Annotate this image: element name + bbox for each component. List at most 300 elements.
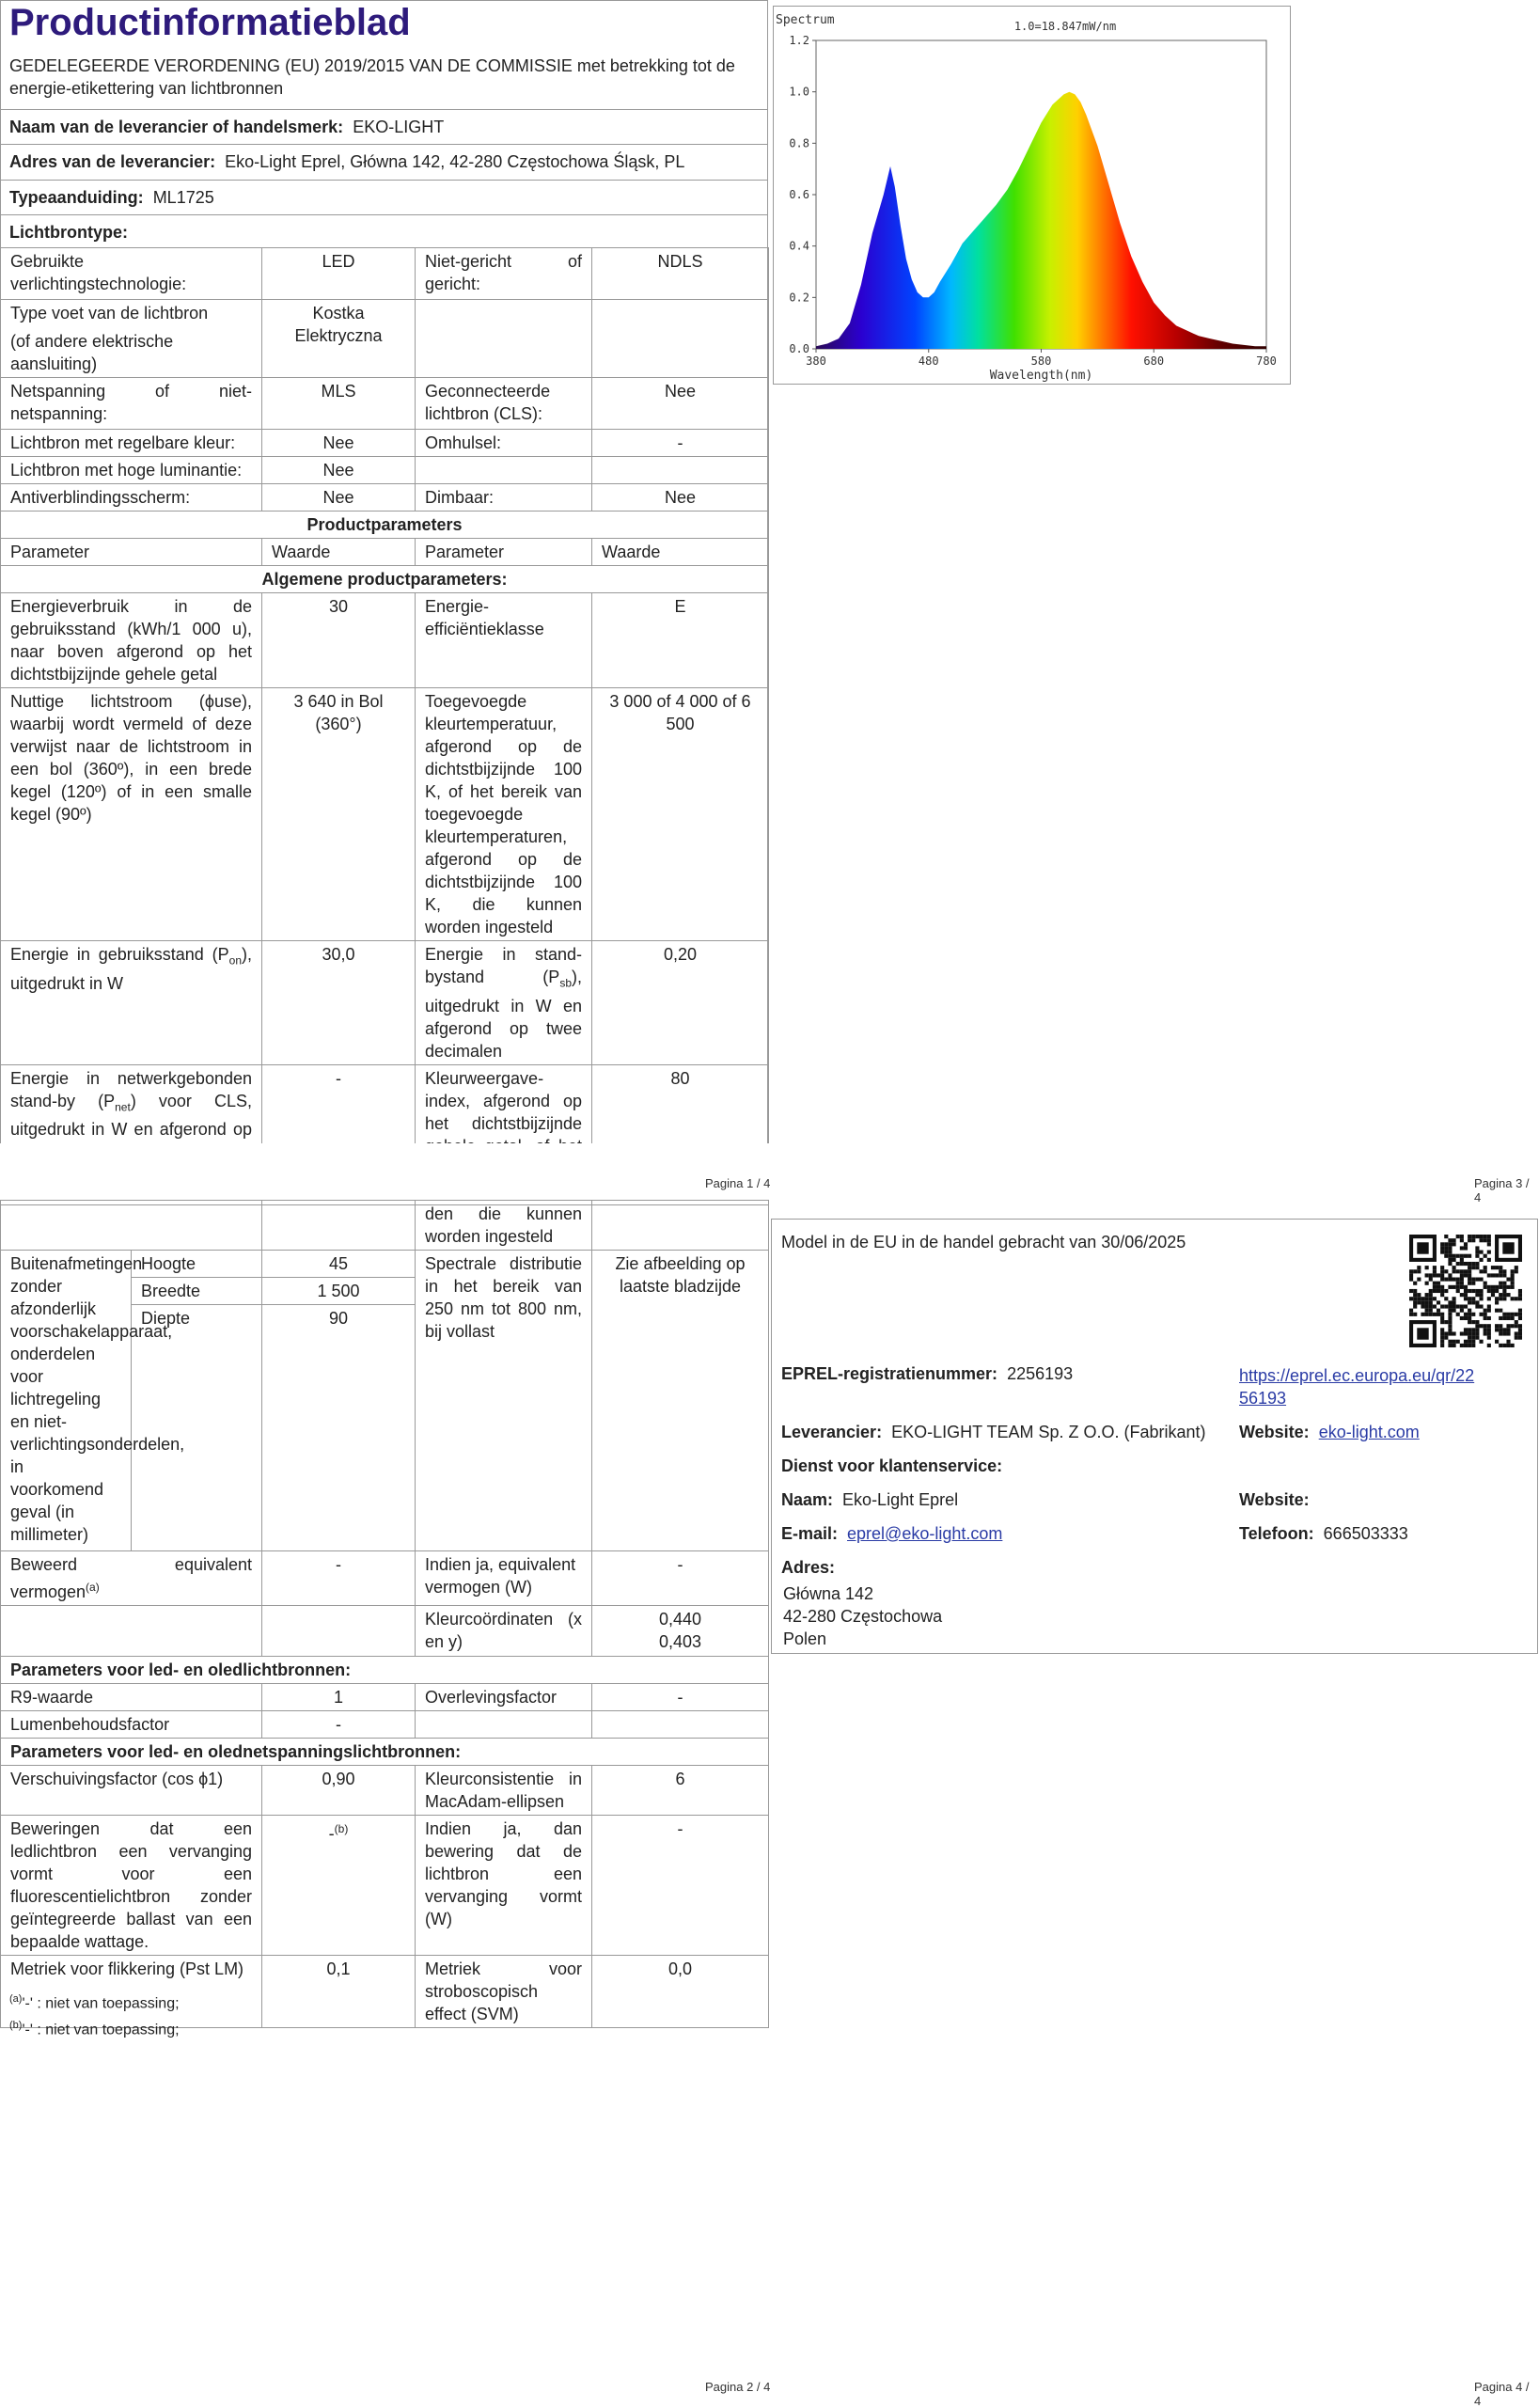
qr-module [1506,1344,1510,1347]
colour-tunable-value: Nee [262,430,416,457]
qr-module [1448,1300,1452,1304]
pnet-label-b: ) voor CLS, uitgedrukt in W en afgerond op [10,1091,252,1140]
qr-module [1468,1254,1471,1258]
qr-module [1502,1282,1506,1285]
qr-module [1456,1285,1460,1289]
supplier-value-p4: EKO-LIGHT TEAM Sp. Z O.O. (Fabrikant) [891,1423,1206,1441]
qr-module [1433,1304,1437,1308]
pnet-sub: net [115,1100,131,1114]
qr-module [1409,1278,1413,1282]
qr-module [1502,1328,1506,1331]
qr-module [1460,1344,1464,1347]
qr-module [1484,1328,1487,1331]
qr-module [1499,1309,1502,1313]
qr-module [1413,1269,1417,1273]
cap-value: Kostka Elektryczna [262,300,416,378]
supplier-row [0,109,767,145]
address-row [0,145,767,181]
table-row [1,1739,769,1766]
name-label: Naam: [781,1490,834,1509]
qr-module [1491,1289,1495,1293]
qr-module [1464,1316,1468,1320]
qr-module [1444,1289,1448,1293]
qr-module [1437,1313,1440,1316]
qr-module [1413,1297,1417,1300]
qr-module [1448,1262,1452,1266]
cls-label: Geconnecteerde lichtbron (CLS): [416,378,592,430]
qr-module [1487,1309,1491,1313]
pon-label-a: Energie in gebruiksstand (P [10,945,229,964]
qr-module [1471,1297,1475,1300]
qr-module [1495,1273,1499,1277]
qr-module [1479,1269,1483,1273]
website-link[interactable]: eko-light.com [1318,1423,1420,1441]
empty-cell [592,1711,769,1739]
page-number: Pagina 4 / 4 [1474,2380,1530,2408]
chart-annotation: 1.0=18.847mW/nm [1013,20,1117,33]
nondir-label: Niet-gericht of gericht: [416,248,592,300]
qr-module [1429,1304,1433,1308]
qr-module [1437,1273,1440,1277]
y-tick-label: 1.2 [789,34,809,47]
service-phone [1239,1524,1408,1544]
qr-module [1460,1309,1464,1313]
claimed-power-text: Beweerd equivalent vermogen [10,1555,252,1601]
x-tick-label: 480 [918,354,939,368]
qr-module [1475,1324,1479,1328]
replacement-claim-label: Beweringen dat een ledlichtbron een vervanging vormt voor een fluorescentielichtbron zonder geïntegreerde ballast van een bepaalde wattage. [1,1816,262,1956]
qr-module [1409,1273,1413,1277]
qr-module [1515,1320,1518,1324]
qr-module [1487,1289,1491,1293]
qr-module [1456,1282,1460,1285]
colour-tunable-label: Lichtbron met regelbare kleur: [1,430,262,457]
qr-module [1518,1316,1522,1320]
table-row [1,300,769,378]
qr-module [1518,1309,1522,1313]
address-line2: 42-280 Częstochowa [783,1607,943,1626]
qr-module [1499,1328,1502,1331]
qr-module [1417,1266,1421,1269]
table-row [1,1956,769,2028]
qr-module [1479,1313,1483,1316]
service-website-label: Website: [1239,1490,1310,1509]
qr-module [1453,1297,1456,1300]
model-row [0,181,767,215]
qr-module [1460,1254,1464,1258]
pon-value: 30,0 [262,941,416,1065]
qr-module [1433,1273,1437,1277]
y-tick-label: 0.6 [789,188,809,201]
table-row [1,484,769,512]
psb-value: 0,20 [592,941,769,1065]
empty-cell [262,1201,416,1251]
qr-module [1495,1328,1499,1331]
qr-module [1429,1273,1433,1277]
qr-module [1479,1304,1483,1308]
qr-module [1479,1235,1483,1238]
qr-module [1448,1331,1452,1335]
qr-module [1456,1278,1460,1282]
qr-module [1433,1297,1437,1300]
qr-module [1444,1254,1448,1258]
qr-module [1464,1262,1468,1266]
width-value: 1 500 [262,1278,416,1305]
pnet-label-a: Energie in netwerkgebonden stand-by (P [10,1068,252,1110]
tech-label: Gebruikte verlichtingstechnologie: [1,248,262,300]
qr-module [1460,1285,1464,1289]
address-value: Eko-Light Eprel, Główna 142, 42-280 Częstochowa Śląsk, PL [225,152,685,171]
table-row [1,1251,769,1278]
qr-module [1448,1285,1452,1289]
y-tick-label: 0.4 [789,239,809,253]
qr-module [1471,1340,1475,1344]
footnote-b-text: '-' : niet van toepassing; [22,2022,180,2038]
page-title: Productinformatieblad [9,2,411,43]
qr-module [1479,1251,1483,1254]
website-label: Website: [1239,1423,1310,1441]
energy-label: Energieverbruik in de gebruiksstand (kWh/1 000 u), naar boven afgerond op het dichtstbijzijnde gehele getal [1,593,262,688]
qr-module [1417,1242,1428,1253]
qr-module [1421,1313,1424,1316]
qr-module [1499,1282,1502,1285]
qr-module [1429,1313,1433,1316]
table-row [1,378,769,430]
customer-service-heading: Dienst voor klantenservice: [781,1456,1003,1475]
qr-module [1464,1313,1468,1316]
qr-module [1460,1278,1464,1282]
qr-module [1464,1293,1468,1297]
qr-module [1468,1313,1471,1316]
qr-module [1448,1238,1452,1242]
qr-module [1484,1266,1487,1269]
replacement-claim-sup: (b) [334,1822,349,1835]
qr-module [1440,1313,1444,1316]
equivalent-power-value: - [592,1551,769,1606]
qr-module [1444,1297,1448,1300]
table-row [1,430,769,457]
qr-module [1409,1269,1413,1273]
qr-module [1468,1300,1471,1304]
table-row [1,1201,769,1251]
flicker-label: Metriek voor flikkering (Pst LM) [1,1956,262,2028]
qr-module [1468,1328,1471,1331]
chromaticity-x: 0,440 [658,1610,702,1629]
supplier-value: EKO-LIGHT [353,118,445,136]
qr-module [1475,1289,1479,1293]
qr-module [1409,1313,1413,1316]
supplier-label-p4: Leverancier: [781,1423,883,1441]
qr-module [1464,1273,1468,1277]
qr-module [1502,1331,1506,1335]
displacement-factor-label: Verschuivingsfactor (cos ϕ1) [1,1766,262,1816]
led-params-heading: Parameters voor led- en oledlichtbronnen: [1,1657,769,1684]
qr-module [1471,1238,1475,1242]
qr-module [1453,1340,1456,1344]
qr-module [1425,1282,1429,1285]
qr-module [1429,1293,1433,1297]
qr-module [1456,1254,1460,1258]
table-row [1,566,769,593]
qr-module [1444,1336,1448,1340]
qr-module [1440,1251,1444,1254]
qr-module [1475,1251,1479,1254]
qr-module [1475,1278,1479,1282]
qr-module [1425,1273,1429,1277]
qr-module [1460,1269,1464,1273]
lumen-maintenance-value: - [262,1711,416,1739]
qr-module [1444,1242,1448,1246]
qr-module [1495,1289,1499,1293]
table-header-row [1,539,769,566]
qr-module [1484,1238,1487,1242]
depth-value: 90 [262,1305,416,1551]
qr-module [1460,1293,1464,1297]
service-address [783,1582,942,1650]
qr-module [1453,1242,1456,1246]
light-type-label: Lichtbrontype: [9,223,128,242]
qr-module [1499,1297,1502,1300]
survival-value: - [592,1684,769,1711]
qr-module [1495,1266,1499,1269]
qr-module [1468,1297,1471,1300]
qr-module [1491,1293,1495,1297]
qr-module [1464,1269,1468,1273]
y-tick-label: 1.0 [789,85,809,99]
model-value: ML1725 [152,188,214,207]
x-tick-label: 380 [806,354,826,368]
qr-module [1453,1266,1456,1269]
qr-module [1475,1304,1479,1308]
qr-module [1506,1316,1510,1320]
qr-module [1440,1289,1444,1293]
qr-module [1475,1266,1479,1269]
spectrum-area [816,92,1266,349]
qr-module [1471,1331,1475,1335]
qr-module [1479,1238,1483,1242]
qr-module [1425,1300,1429,1304]
qr-module [1433,1289,1437,1293]
replacement-power-label: Indien ja, dan bewering dat de lichtbron een vervanging vormt (W) [416,1816,592,1956]
qr-module [1429,1309,1433,1313]
empty-cell [262,1606,416,1657]
dimmable-label: Dimbaar: [416,484,592,512]
depth-label: Diepte [132,1305,262,1551]
qr-module [1425,1304,1429,1308]
qr-module [1468,1282,1471,1285]
qr-module [1444,1269,1448,1273]
qr-module [1433,1269,1437,1273]
qr-module [1460,1304,1464,1308]
name-value: Eko-Light Eprel [842,1490,959,1509]
eprel-url-line1[interactable]: https://eprel.ec.europa.eu/qr/22 [1239,1366,1475,1385]
qr-module [1475,1328,1479,1331]
qr-module [1440,1331,1444,1335]
envelope-label: Omhulsel: [416,430,592,457]
qr-module [1448,1251,1452,1254]
address-label: Adres van de leverancier: [9,152,216,171]
qr-module [1448,1273,1452,1277]
qr-module [1460,1262,1464,1266]
qr-module [1502,1316,1506,1320]
qr-module [1464,1289,1468,1293]
qr-module [1511,1285,1515,1289]
qr-module [1475,1331,1479,1335]
flicker-value: 0,1 [262,1956,416,2028]
qr-module [1448,1316,1452,1320]
qr-module [1440,1304,1444,1308]
qr-module [1487,1344,1491,1347]
eprel-link[interactable] [1239,1364,1474,1409]
qr-module [1437,1300,1440,1304]
qr-module [1413,1300,1417,1304]
qr-module [1495,1309,1499,1313]
cri-label-continued: den die kunnen worden ingesteld [416,1201,592,1251]
replacement-power-value: - [592,1816,769,1956]
col-value-header: Waarde [592,539,769,566]
qr-module [1456,1235,1460,1238]
light-type-row [0,215,767,248]
flux-label: Nuttige lichtstroom (ϕuse), waarbij wordt vermeld of deze verwijst naar de lichtstroom in een bol (360º), in een brede kegel (120º) of in een smalle kegel (90º) [1,688,262,941]
survival-label: Overlevingsfactor [416,1684,592,1711]
email-link[interactable]: eprel@eko-light.com [847,1524,1003,1543]
model-label: Typeaanduiding: [9,188,144,207]
qr-module [1471,1282,1475,1285]
qr-module [1515,1336,1518,1340]
table-row [1,1711,769,1739]
qr-module [1468,1320,1471,1324]
psb-label-b: ), uitgedrukt in W en afgerond op twee decimalen [425,968,582,1061]
qr-module [1491,1285,1495,1289]
x-tick-label: 780 [1256,354,1277,368]
qr-module [1484,1324,1487,1328]
qr-module [1479,1340,1483,1344]
qr-module [1511,1269,1515,1273]
qr-module [1506,1278,1510,1282]
footnote-b-mark: (b) [9,2020,23,2031]
qr-module [1511,1273,1515,1277]
spec-table-page2 [0,1200,769,2028]
equivalent-power-label: Indien ja, equivalent vermogen (W) [416,1551,592,1606]
service-address-label: Adres: [781,1558,836,1577]
qr-module [1511,1278,1515,1282]
qr-module [1475,1293,1479,1297]
empty-cell [416,1711,592,1739]
qr-module [1448,1309,1452,1313]
qr-module [1499,1285,1502,1289]
qr-module [1479,1289,1483,1293]
qr-module [1506,1331,1510,1335]
qr-module [1471,1344,1475,1347]
qr-module [1448,1313,1452,1316]
psb-label-a: Energie in stand-bystand (P [425,945,582,986]
replacement-claim-value [262,1816,416,1956]
qr-module [1487,1304,1491,1308]
table-row [1,1551,769,1606]
website-info [1239,1423,1420,1442]
regulation-subtitle: GEDELEGEERDE VERORDENING (EU) 2019/2015 VAN DE COMMISSIE met betrekking tot de energie-etikettering van lichtbronnen [9,56,735,98]
psb-label [416,941,592,1065]
qr-module [1506,1293,1510,1297]
qr-module [1448,1278,1452,1282]
eprel-info-box [771,1219,1538,1654]
qr-module [1499,1324,1502,1328]
qr-module [1475,1246,1479,1250]
spec-table-page1 [0,247,769,1205]
qr-module [1460,1238,1464,1242]
table-row [1,512,769,539]
empty-cell [592,457,769,484]
qr-module [1460,1235,1464,1238]
page-number: Pagina 2 / 4 [705,2380,771,2394]
qr-module [1437,1282,1440,1285]
qr-module [1499,1273,1502,1277]
mains-value: MLS [262,378,416,430]
qr-module [1502,1289,1506,1293]
chromaticity-y: 0,403 [658,1632,702,1651]
qr-module [1484,1269,1487,1273]
qr-module [1464,1328,1468,1331]
qr-module [1448,1242,1452,1246]
qr-module [1429,1278,1433,1282]
qr-module [1433,1285,1437,1289]
table-row [1,941,769,1065]
eprel-value: 2256193 [1007,1364,1074,1383]
qr-module [1468,1340,1471,1344]
qr-module [1515,1269,1518,1273]
qr-module [1468,1262,1471,1266]
general-params-heading: Algemene productparameters: [1,566,769,593]
qr-module [1499,1266,1502,1269]
tech-value: LED [262,248,416,300]
eprel-url-line2[interactable]: 56193 [1239,1389,1287,1408]
qr-module [1429,1289,1433,1293]
eprel-number [781,1364,1073,1384]
qr-module [1421,1297,1424,1300]
qr-module [1440,1242,1444,1246]
cap-label [1,300,262,378]
qr-module [1471,1289,1475,1293]
qr-module [1491,1266,1495,1269]
qr-module [1444,1251,1448,1254]
qr-module [1511,1297,1515,1300]
qr-module [1413,1313,1417,1316]
table-row [1,248,769,300]
qr-module [1518,1336,1522,1340]
qr-module [1502,1242,1514,1253]
qr-module [1453,1309,1456,1313]
qr-module [1518,1297,1522,1300]
cri-value: 80 [592,1064,769,1204]
qr-module [1479,1258,1483,1262]
qr-module [1440,1336,1444,1340]
spd-label: Spectrale distributie in het bereik van 250 nm tot 800 nm, bij vollast [416,1251,592,1551]
qr-module [1515,1331,1518,1335]
table-row [1,1684,769,1711]
qr-module [1491,1273,1495,1277]
table-row [1,1657,769,1684]
empty-cell [416,457,592,484]
col-value-header: Waarde [262,539,416,566]
qr-module [1437,1289,1440,1293]
qr-code-icon [1409,1235,1522,1347]
lumen-maintenance-label: Lumenbehoudsfactor [1,1711,262,1739]
qr-module [1464,1340,1468,1344]
high-luminance-value: Nee [262,457,416,484]
antiglare-value: Nee [262,484,416,512]
qr-module [1471,1328,1475,1331]
qr-module [1453,1258,1456,1262]
